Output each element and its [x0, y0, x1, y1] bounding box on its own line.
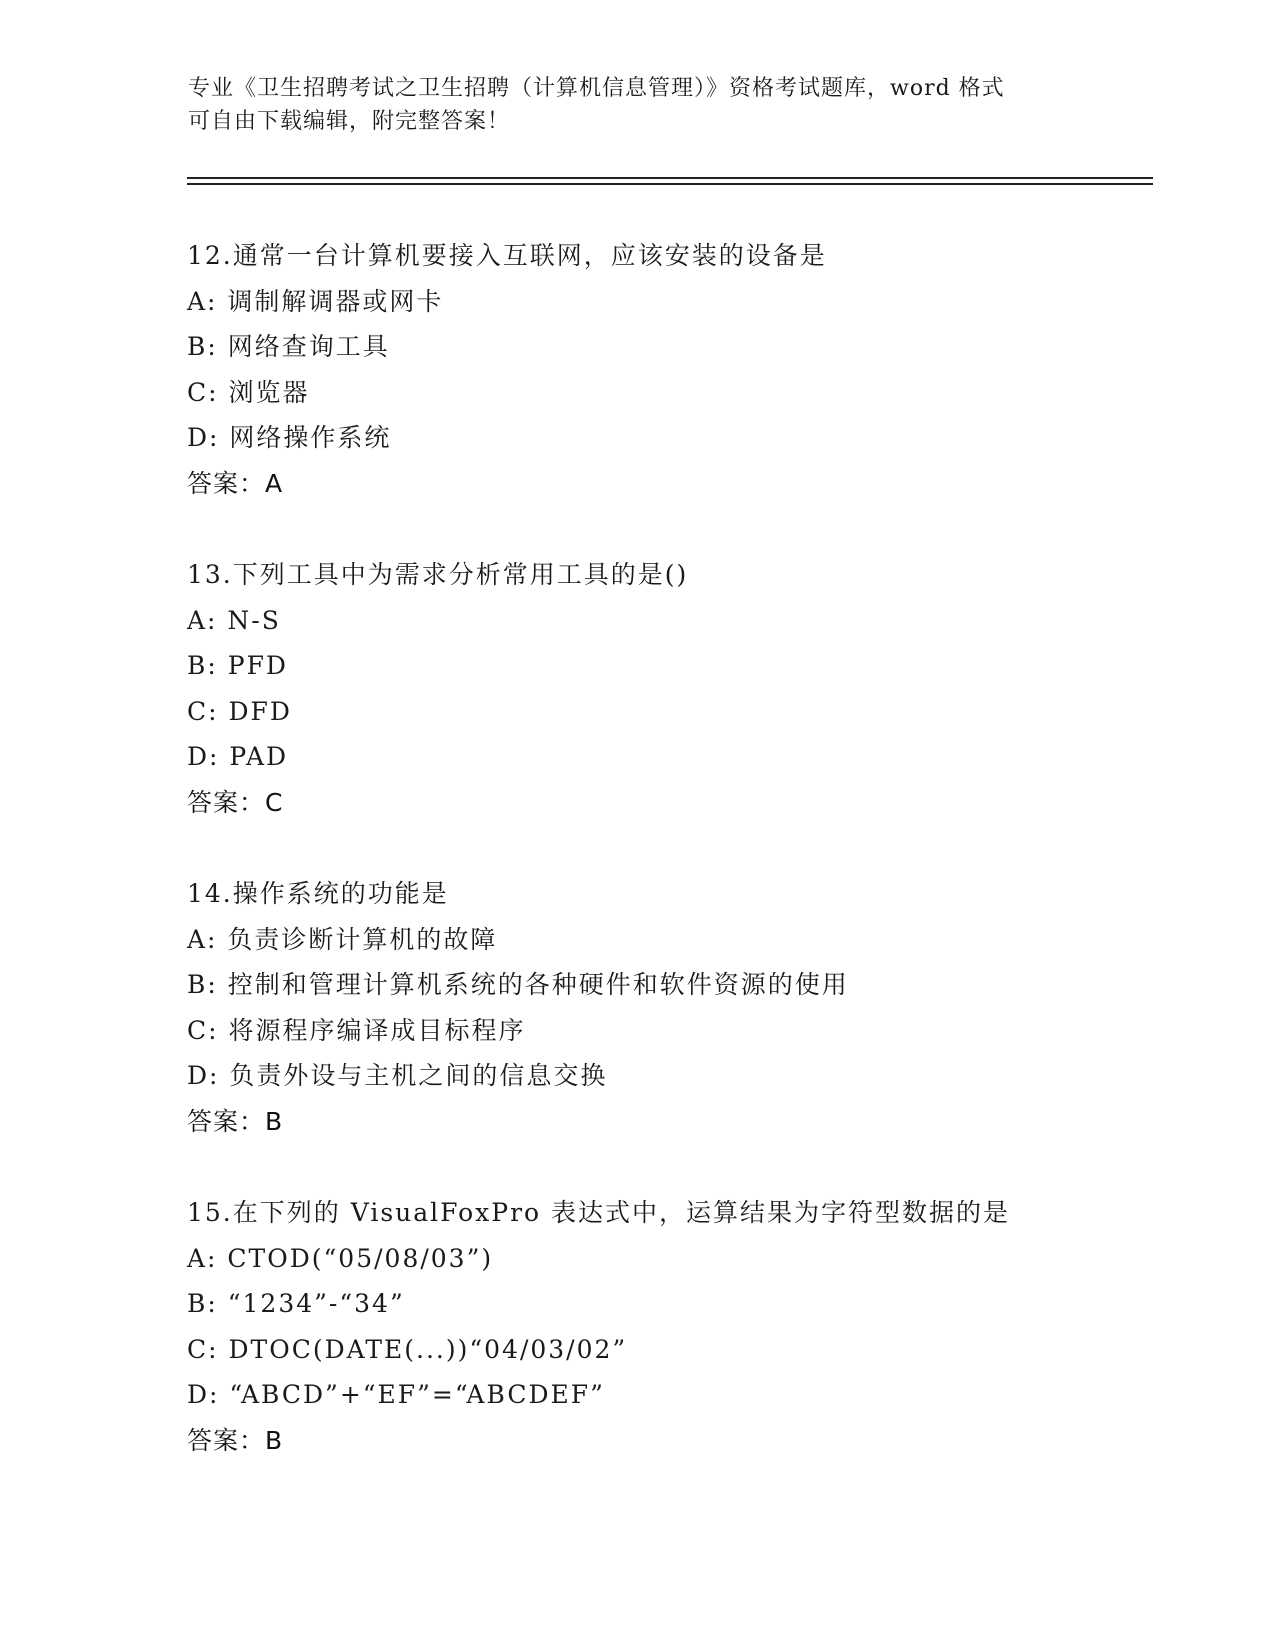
document-header	[188, 72, 1088, 138]
question-stem: 14.操作系统的功能是	[187, 879, 449, 908]
option-a: A: CTOD(“05/08/03”)	[187, 1243, 494, 1273]
question-15	[187, 1190, 1187, 1463]
option-b: B: “1234”-“34”	[187, 1289, 405, 1318]
answer: 答案：B	[187, 1425, 284, 1455]
option-b: B: 控制和管理计算机系统的各种硬件和软件资源的使用	[187, 970, 849, 999]
option-a: A: 负责诊断计算机的故障	[187, 924, 498, 954]
question-12	[187, 233, 1187, 506]
answer: 答案：B	[187, 1106, 284, 1136]
answer: 答案：A	[187, 468, 284, 498]
question-stem: 13.下列工具中为需求分析常用工具的是()	[187, 560, 689, 589]
option-a: A: 调制解调器或网卡	[187, 286, 444, 316]
question-stem: 12.通常一台计算机要接入互联网，应该安装的设备是	[187, 241, 827, 270]
header-divider-top	[187, 177, 1153, 179]
option-b: B: PFD	[187, 651, 288, 680]
option-d: D: 网络操作系统	[187, 423, 392, 452]
option-d: D: 负责外设与主机之间的信息交换	[187, 1061, 608, 1090]
option-a: A: N-S	[187, 605, 281, 635]
header-line-2: 可自由下载编辑，附完整答案！	[188, 109, 511, 134]
option-c: C: DTOC(DATE(...))“04/03/02”	[187, 1334, 628, 1364]
option-d: D: PAD	[187, 742, 289, 771]
header-line-1: 专业《卫生招聘考试之卫生招聘（计算机信息管理）》资格考试题库，word 格式	[188, 76, 1005, 101]
header-divider-bottom	[187, 183, 1153, 185]
option-c: C: DFD	[187, 696, 292, 726]
question-14	[187, 871, 1187, 1144]
option-c: C: 将源程序编译成目标程序	[187, 1015, 526, 1045]
option-c: C: 浏览器	[187, 377, 310, 407]
question-13	[187, 552, 1187, 825]
question-stem: 15.在下列的 VisualFoxPro 表达式中，运算结果为字符型数据的是	[187, 1198, 1011, 1227]
option-d: D: “ABCD”+“EF”=“ABCDEF”	[187, 1380, 605, 1409]
answer: 答案：C	[187, 787, 284, 817]
option-b: B: 网络查询工具	[187, 332, 390, 361]
